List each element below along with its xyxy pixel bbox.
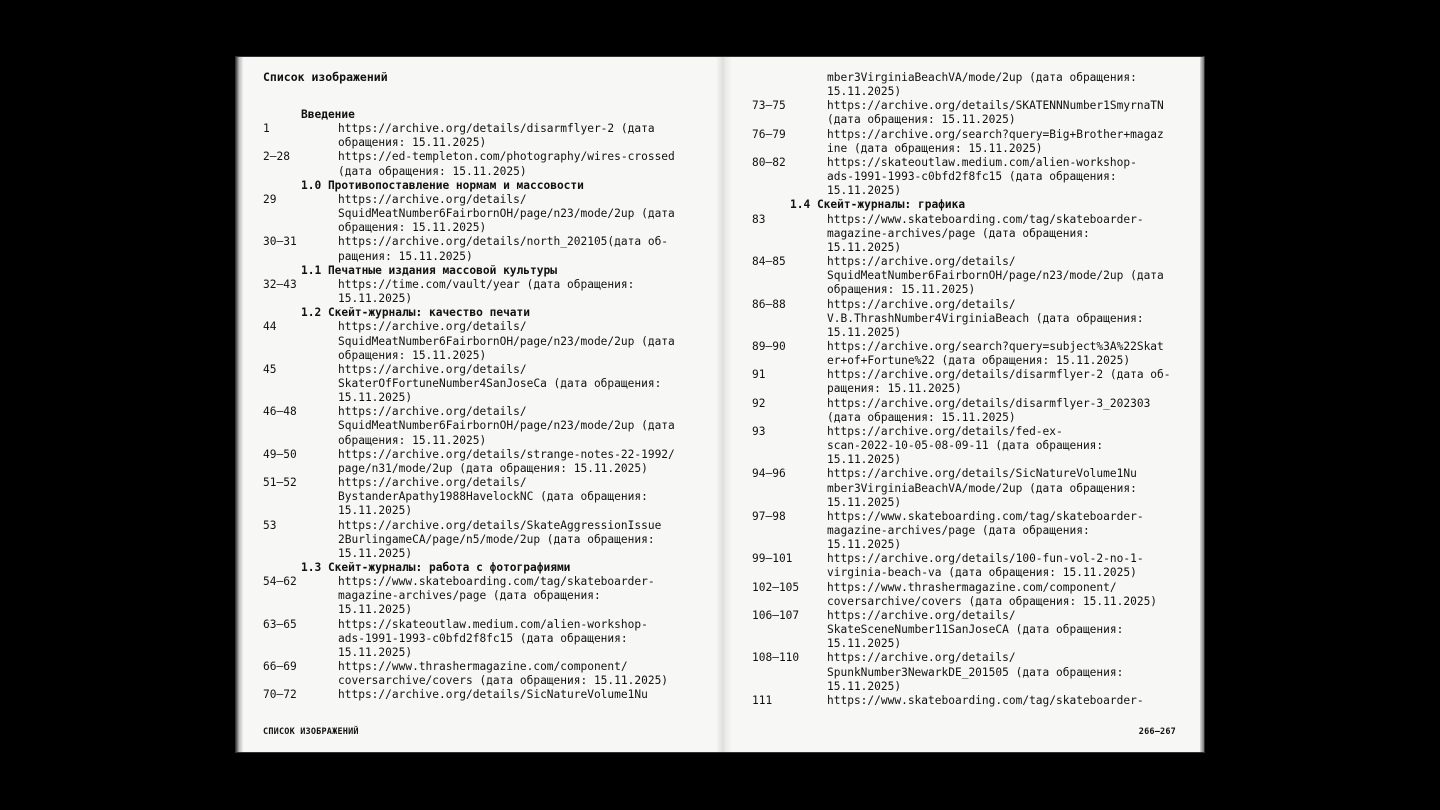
image-source-entry	[263, 688, 703, 702]
entry-number: 46–48	[263, 405, 297, 419]
image-source-entry	[263, 575, 703, 617]
image-source-entry	[752, 340, 1192, 368]
section-heading: 1.1 Печатные издания массовой культуры	[301, 263, 557, 277]
image-source-entry	[263, 150, 703, 178]
section-heading: Введение	[301, 108, 355, 121]
image-source-entry	[752, 581, 1192, 609]
entry-number: 108–110	[752, 651, 800, 665]
entry-number: 91	[752, 368, 766, 382]
entry-number: 51–52	[263, 476, 297, 490]
entry-number: 29	[263, 192, 277, 206]
entry-number: 49–50	[263, 447, 297, 461]
entry-source-url: https://www.skateboarding.com/tag/skateboarder- magazine-archives/page (дата обращения: 15.11.2025)	[827, 509, 1144, 552]
image-source-entry	[752, 694, 1192, 708]
entry-source-url: https://archive.org/details/strange-notes-22-1992/ page/n31/mode/2up (дата обращения: 15.11.2025)	[338, 447, 675, 475]
entry-number: 80–82	[752, 155, 786, 169]
entry-source-url: https://archive.org/details/ SquidMeatNumber6FairbornOH/page/n23/mode/2up (дата обращения: 15.11.2025)	[338, 405, 675, 447]
entry-number: 83	[752, 212, 766, 226]
image-source-entry	[263, 448, 703, 476]
entry-number: 76–79	[752, 127, 786, 141]
entry-source-url: https://archive.org/details/SicNatureVolume1Nu	[338, 688, 648, 702]
entry-source-url: https://archive.org/details/ V.B.ThrashNumber4VirginiaBeach (дата обращения: 15.11.2025)	[827, 297, 1144, 339]
image-source-entry	[752, 609, 1192, 651]
entry-source-url: https://archive.org/details/disarmflyer-2 (дата об- ращения: 15.11.2025)	[827, 368, 1171, 396]
right-column	[752, 71, 1192, 708]
entry-source-url: https://www.thrashermagazine.com/component/ coversarchive/covers (дата обращения: 15.11.2025)	[827, 580, 1158, 608]
image-source-entry	[263, 519, 703, 561]
entry-source-url: https://time.com/vault/year (дата обращения: 15.11.2025)	[338, 277, 635, 306]
entry-number: 70–72	[263, 688, 297, 702]
entry-number: 111	[752, 693, 773, 707]
entry-source-url: https://archive.org/details/SkateAggressionIssue 2BurlingameCA/page/n5/mode/2up (дата обращения: 15.11.2025)	[338, 518, 662, 560]
entry-source-url: https://archive.org/search?query=subject%3A%22Skat er+of+Fortune%22 (дата обращения: 15.11.2025)	[827, 339, 1164, 368]
entry-source-url: https://archive.org/details/ BystanderApathy1988HavelockNC (дата обращения: 15.11.2025)	[338, 476, 648, 518]
page-title: Список изображений	[263, 70, 388, 84]
entry-source-url: https://archive.org/details/north_202105(дата об- ращения: 15.11.2025)	[338, 235, 669, 263]
entry-number: 2–28	[263, 150, 290, 164]
image-source-entry	[752, 397, 1192, 425]
entry-source-url: https://archive.org/details/ SkateSceneNumber11SanJoseCA (дата обращения: 15.11.2025)	[827, 608, 1124, 651]
entry-number: 102–105	[752, 580, 800, 594]
entry-number: 30–31	[263, 235, 297, 249]
section-heading: 1.4 Скейт-журналы: графика	[790, 198, 966, 212]
image-source-entry	[752, 99, 1192, 127]
entry-source-url: https://skateoutlaw.medium.com/alien-workshop- ads-1991-1993-c0bfd2f8fc15 (дата обращения: 15.11.2025)	[338, 617, 648, 659]
entry-source-url: https://archive.org/details/ SpunkNumber3NewarkDE_201505 (дата обращения: 15.11.2025)	[827, 651, 1124, 693]
section-heading: 1.0 Противопоставление нормам и массовости	[301, 178, 584, 192]
entry-number: 54–62	[263, 575, 297, 589]
entry-number: 93	[752, 424, 766, 438]
image-source-entry	[263, 363, 703, 405]
entry-number: 99–101	[752, 552, 793, 566]
entry-source-url: https://archive.org/details/ SquidMeatNumber6FairbornOH/page/n23/mode/2up (дата обращения: 15.11.2025)	[338, 192, 675, 235]
entry-number: 32–43	[263, 277, 297, 291]
image-source-entry	[752, 156, 1192, 198]
entry-number: 89–90	[752, 339, 786, 353]
image-source-entry	[752, 510, 1192, 552]
entry-number: 63–65	[263, 617, 297, 631]
entry-number: 73–75	[752, 99, 786, 113]
entry-source-url: https://archive.org/details/disarmflyer-3_202303 (дата обращения: 15.11.2025)	[827, 396, 1151, 424]
entry-number: 66–69	[263, 660, 297, 674]
entry-source-url: https://archive.org/details/ SkaterOfFortuneNumber4SanJoseCa (дата обращения: 15.11.2025)	[338, 362, 662, 405]
entry-number: 92	[752, 396, 766, 410]
section-heading: 1.2 Скейт-журналы: качество печати	[301, 306, 531, 320]
entry-source-url: https://www.skateboarding.com/tag/skateboarder-	[827, 693, 1144, 707]
image-source-entry	[263, 193, 703, 235]
entry-source-url: https://archive.org/details/SKATENNNumber1SmyrnaTN (дата обращения: 15.11.2025)	[827, 99, 1164, 127]
image-source-entry	[263, 476, 703, 518]
entry-number: 1	[263, 122, 270, 136]
entry-source-url: https://www.thrashermagazine.com/component/ coversarchive/covers (дата обращения: 15.11.2025)	[338, 660, 669, 688]
image-source-entry	[752, 128, 1192, 156]
image-source-entry	[263, 618, 703, 660]
image-source-entry	[263, 320, 703, 362]
entry-source-url: https://ed-templeton.com/photography/wires-crossed (дата обращения: 15.11.2025)	[338, 150, 675, 178]
image-source-entry	[263, 278, 703, 306]
entry-continuation: mber3VirginiaBeachVA/mode/2up (дата обращения: 15.11.2025)	[827, 71, 1137, 99]
image-source-entry	[752, 368, 1192, 396]
entry-source-url: https://archive.org/details/ SquidMeatNumber6FairbornOH/page/n23/mode/2up (дата обращения: 15.11.2025)	[827, 255, 1164, 297]
entry-source-url: https://www.skateboarding.com/tag/skateboarder- magazine-archives/page (дата обращения: 15.11.2025)	[338, 575, 655, 617]
image-source-entry	[263, 122, 703, 150]
entry-number: 45	[263, 362, 277, 376]
entry-number: 86–88	[752, 297, 786, 311]
image-source-entry	[752, 467, 1192, 509]
book-gutter	[716, 57, 732, 752]
image-source-entry	[752, 552, 1192, 580]
entry-source-url: https://skateoutlaw.medium.com/alien-workshop- ads-1991-1993-c0bfd2f8fc15 (дата обращения: 15.11.2025)	[827, 155, 1137, 198]
open-book	[236, 57, 1204, 752]
section-heading: 1.3 Скейт-журналы: работа с фотографиями	[301, 561, 571, 574]
entry-number: 97–98	[752, 509, 786, 523]
image-source-entry	[752, 651, 1192, 693]
entry-source-url: https://archive.org/details/SicNatureVolume1Nu mber3VirginiaBeachVA/mode/2up (дата обращения: 15.11.2025)	[827, 467, 1137, 509]
image-source-entry	[752, 213, 1192, 255]
image-source-entry	[752, 298, 1192, 340]
image-source-entry	[263, 235, 703, 263]
entry-number: 106–107	[752, 608, 800, 622]
image-source-entry	[752, 425, 1192, 467]
image-source-entry	[263, 405, 703, 447]
entry-source-url: https://archive.org/details/100-fun-vol-2-no-1- virginia-beach-va (дата обращения: 15.11.2025)	[827, 552, 1144, 580]
running-footer: СПИСОК ИЗОБРАЖЕНИЙ	[263, 727, 359, 737]
entry-number: 84–85	[752, 255, 786, 269]
entry-number: 53	[263, 518, 277, 532]
page-numbers: 266–267	[1138, 727, 1176, 737]
left-column	[263, 108, 703, 703]
entry-source-url: https://archive.org/details/ SquidMeatNumber6FairbornOH/page/n23/mode/2up (дата обращения: 15.11.2025)	[338, 320, 675, 362]
entry-source-url: https://archive.org/details/disarmflyer-2 (дата обращения: 15.11.2025)	[338, 122, 655, 150]
image-source-entry	[263, 660, 703, 688]
entry-source-url: https://archive.org/details/fed-ex- scan-2022-10-05-08-09-11 (дата обращения: 15.11.2025)	[827, 424, 1104, 467]
entry-source-url: https://archive.org/search?query=Big+Brother+magaz ine (дата обращения: 15.11.2025)	[827, 127, 1164, 155]
entry-number: 94–96	[752, 467, 786, 481]
entry-source-url: https://www.skateboarding.com/tag/skateboarder- magazine-archives/page (дата обращения: 15.11.2025)	[827, 212, 1144, 254]
image-source-entry	[752, 255, 1192, 297]
entry-number: 44	[263, 320, 277, 334]
